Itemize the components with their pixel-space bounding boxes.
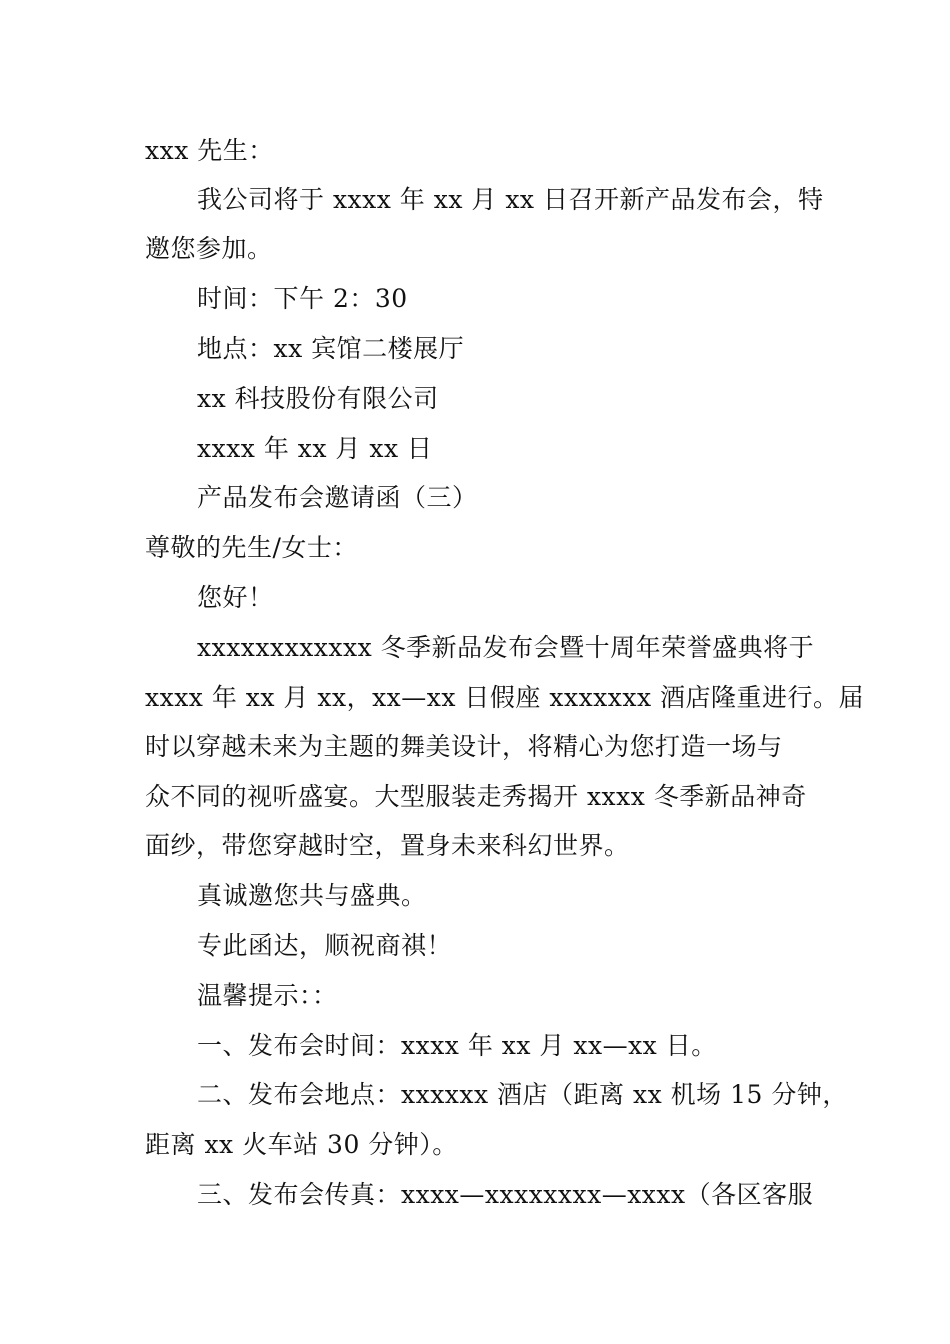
closing-line: 真诚邀您共与盛典。	[197, 881, 427, 910]
section-title: 产品发布会邀请函（三）	[197, 483, 478, 512]
company-signature: xx 科技股份有限公司	[197, 384, 439, 413]
notice-heading: 温馨提示：：	[197, 981, 338, 1010]
notice-item: 三、发布会传真：xxxx—xxxxxxxx—xxxx（各区客服	[197, 1180, 814, 1209]
invitation-paragraph-line: 邀您参加。	[145, 234, 273, 263]
date-signature: xxxx 年 xx 月 xx 日	[197, 434, 433, 463]
time-line: 时间：下午 2：30	[197, 284, 408, 313]
notice-item: 二、发布会地点：xxxxxx 酒店（距离 xx 机场 15 分钟，	[197, 1080, 848, 1109]
invitation-paragraph-line: 我公司将于 xxxx 年 xx 月 xx 日召开新产品发布会，特	[197, 185, 824, 214]
notice-item-continuation: 距离 xx 火车站 30 分钟）。	[145, 1130, 458, 1159]
body-paragraph-line: xxxxxxxxxxxx 冬季新品发布会暨十周年荣誉盛典将于	[197, 633, 815, 662]
closing-line: 专此函达，顺祝商祺！	[197, 931, 453, 960]
notice-item: 一、发布会时间：xxxx 年 xx 月 xx—xx 日。	[197, 1031, 717, 1060]
body-paragraph-line: xxxx 年 xx 月 xx，xx—xx 日假座 xxxxxxx 酒店隆重进行。届	[145, 683, 865, 712]
location-line: 地点：xx 宾馆二楼展厅	[197, 334, 465, 363]
salutation-line: 尊敬的先生/女士：	[145, 533, 358, 562]
salutation-line: xxx 先生：	[145, 136, 274, 165]
body-paragraph-line: 面纱，带您穿越时空，置身未来科幻世界。	[145, 831, 630, 860]
greeting-line: 您好！	[197, 583, 274, 612]
body-paragraph-line: 众不同的视听盛宴。大型服装走秀揭开 xxxx 冬季新品神奇	[145, 782, 807, 811]
body-paragraph-line: 时以穿越未来为主题的舞美设计，将精心为您打造一场与	[145, 732, 783, 761]
